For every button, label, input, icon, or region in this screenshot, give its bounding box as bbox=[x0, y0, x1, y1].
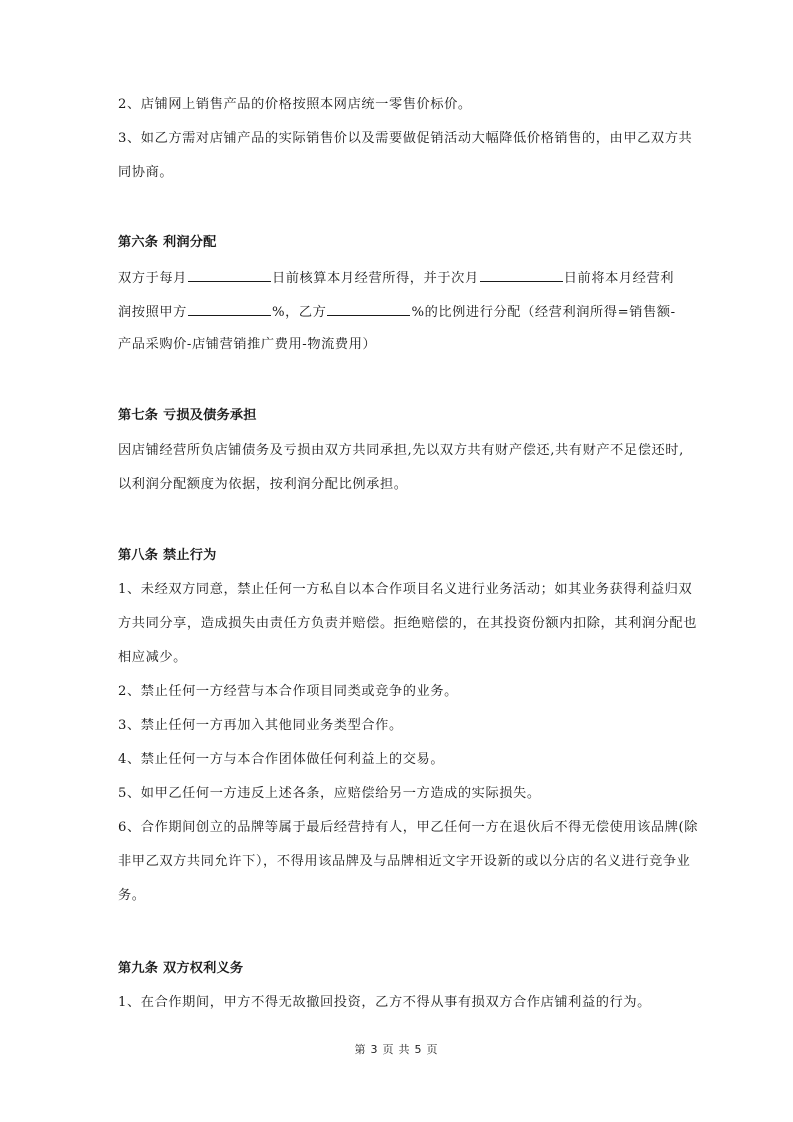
article-6-heading: 第六条 利润分配 bbox=[118, 235, 217, 250]
article-6-line-1 bbox=[118, 269, 674, 287]
text-segment: 双方于每月 bbox=[118, 271, 187, 286]
clause-text: 3、禁止任何一方再加入其他同业务类型合作。 bbox=[118, 718, 403, 733]
blank-field-day[interactable] bbox=[188, 269, 271, 282]
total-page-count: 5 bbox=[414, 1043, 423, 1056]
clause-text: 2、店铺网上销售产品的价格按照本网店统一零售价标价。 bbox=[118, 97, 472, 112]
clause-text: 4、禁止任何一方与本合作团体做任何利益上的交易。 bbox=[118, 752, 445, 767]
text-segment: 日前将本月经营利 bbox=[563, 271, 675, 286]
footer-prefix: 第 bbox=[354, 1043, 367, 1056]
clause-text: 1、在合作期间，甲方不得无故撤回投资，乙方不得从事有损双方合作店铺利益的行为。 bbox=[118, 995, 651, 1010]
article-9-heading: 第九条 双方权利义务 bbox=[118, 961, 244, 976]
current-page-number: 3 bbox=[370, 1043, 379, 1056]
blank-field-next-month-day[interactable] bbox=[480, 269, 563, 282]
blank-field-party-a-percent[interactable] bbox=[188, 303, 271, 316]
clause-text: 因店铺经营所负店铺债务及亏损由双方共同承担,先以双方共有财产偿还,共有财产不足偿还时, bbox=[118, 443, 684, 458]
clause-text: 6、合作期间创立的品牌等属于最后经营持有人，甲乙任何一方在退伙后不得无偿使用该品牌(除 bbox=[118, 820, 699, 835]
text-segment: 日前核算本月经营所得，并于次月 bbox=[271, 271, 479, 286]
blank-field-party-b-percent[interactable] bbox=[327, 303, 410, 316]
clause-text: 5、如甲乙任何一方违反上述各条，应赔偿给另一方造成的实际损失。 bbox=[118, 786, 541, 801]
article-7-heading: 第七条 亏损及债务承担 bbox=[118, 408, 257, 423]
article-6-line-2 bbox=[118, 303, 676, 321]
clause-text: 非甲乙双方共同允许下），不得用该品牌及与品牌相近文字开设新的或以分店的名义进行竞争业 bbox=[118, 854, 691, 869]
clause-text: 方共同分享，造成损失由责任方负责并赔偿。拒绝赔偿的，在其投资份额内扣除，其利润分配也 bbox=[118, 616, 698, 631]
clause-text: 务。 bbox=[118, 888, 146, 903]
page-footer bbox=[0, 1041, 793, 1057]
clause-text: 以利润分配额度为依据，按利润分配比例承担。 bbox=[118, 477, 408, 492]
footer-total-word: 共 bbox=[398, 1043, 411, 1056]
clause-text: 同协商。 bbox=[118, 165, 174, 180]
clause-text: 3、如乙方需对店铺产品的实际销售价以及需要做促销活动大幅降低价格销售的，由甲乙双方共 bbox=[118, 131, 693, 146]
text-segment: %的比例进行分配（经营利润所得=销售额- bbox=[411, 305, 676, 320]
clause-text: 2、禁止任何一方经营与本合作项目同类或竞争的业务。 bbox=[118, 684, 458, 699]
footer-page-word: 页 bbox=[382, 1043, 395, 1056]
article-6-line-3: 产品采购价-店铺营销推广费用-物流费用） bbox=[118, 337, 377, 352]
text-segment: %，乙方 bbox=[271, 305, 327, 320]
clause-text: 1、未经双方同意，禁止任何一方私自以本合作项目名义进行业务活动；如其业务获得利益归双 bbox=[118, 582, 693, 597]
clause-text: 相应减少。 bbox=[118, 650, 187, 665]
text-segment: 润按照甲方 bbox=[118, 305, 187, 320]
footer-suffix: 页 bbox=[426, 1043, 439, 1056]
article-8-heading: 第八条 禁止行为 bbox=[118, 548, 217, 563]
